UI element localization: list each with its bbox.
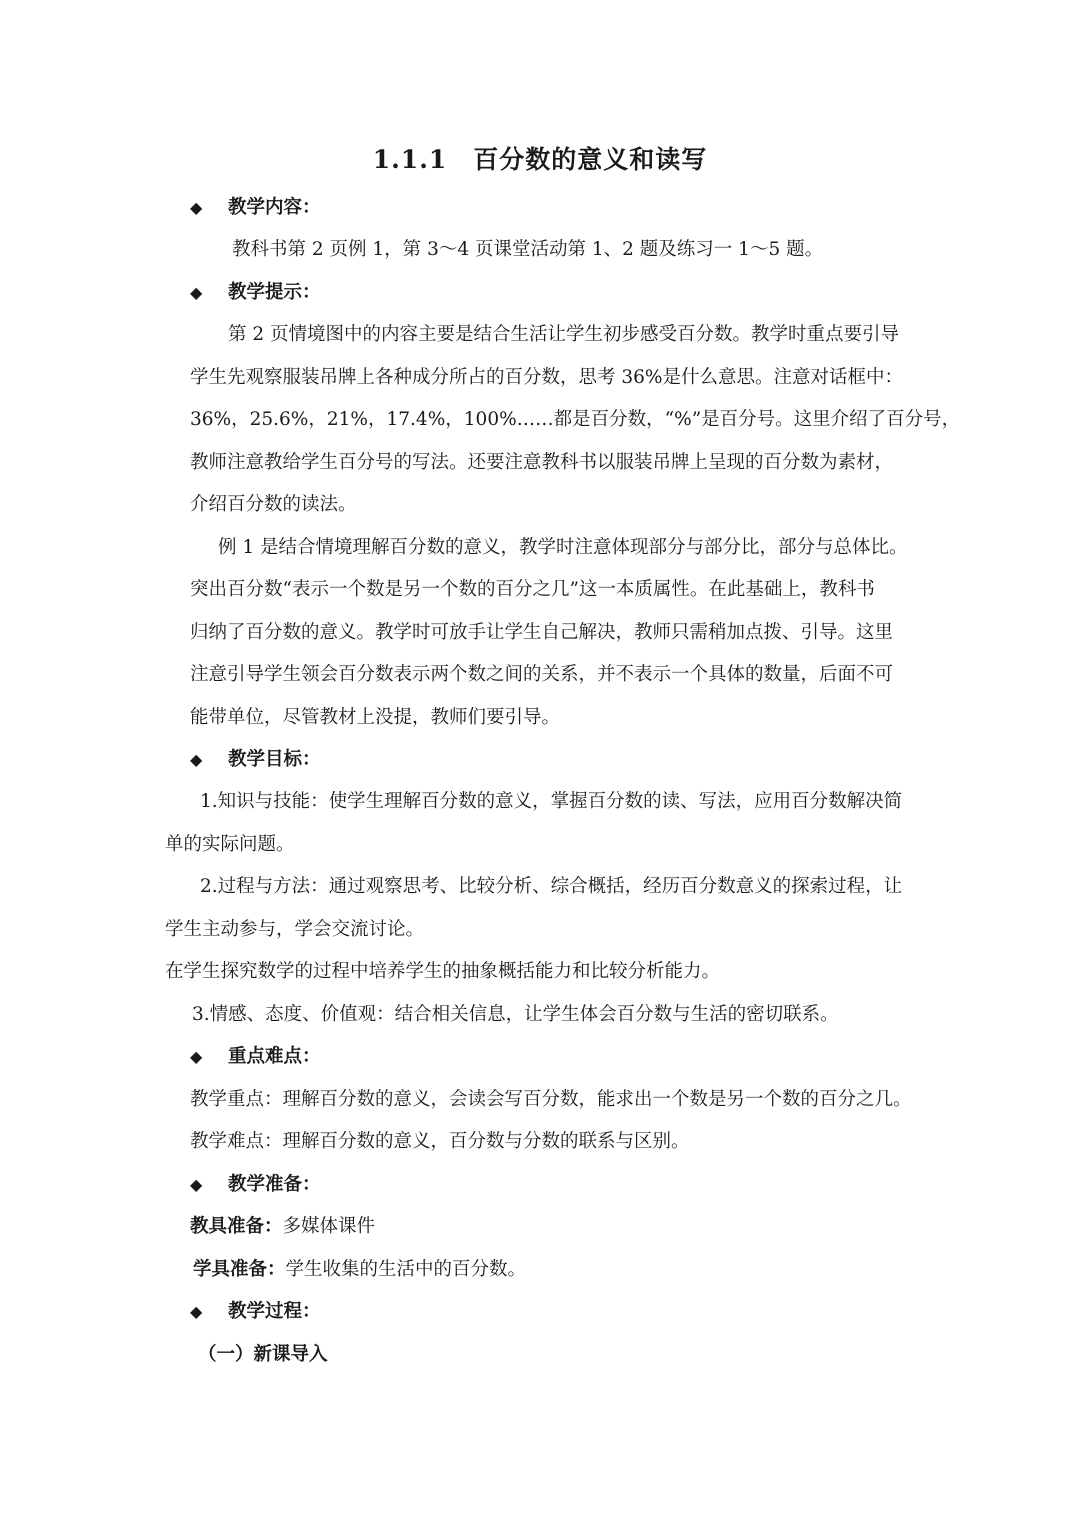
prep-teacher-text: 多媒体课件 [282,1216,376,1237]
goal-2-line: 学生主动参与，学会交流讨论。 [165,919,425,940]
page-title: 1.1.1 百分数的意义和读写 [372,145,708,174]
process-subheading: （一）新课导入 [198,1344,328,1365]
bullet-icon: ◆ [190,1175,203,1194]
hints-p2-line: 归纳了百分数的意义。教学时可放手让学生自己解决，教师只需稍加点拨、引导。这里 [190,622,894,643]
prep-teacher-label: 教具准备： [190,1216,283,1237]
hints-p1-line: 教师注意教给学生百分号的写法。还要注意教科书以服装吊牌上呈现的百分数为素材， [190,452,894,473]
hints-p2-line: 注意引导学生领会百分数表示两个数之间的关系，并不表示一个具体的数量，后面不可 [190,664,894,685]
prep-teacher [190,1215,375,1239]
hints-p1-line: 第 2 页情境图中的内容主要是结合生活让学生初步感受百分数。教学时重点要引导 [228,324,900,345]
hints-p2-line: 例 1 是结合情境理解百分数的意义，教学时注意体现部分与部分比，部分与总体比。 [218,537,908,558]
section-heading-process: 教学过程： [228,1301,321,1322]
hints-p1-line: 36%，25.6%，21%，17.4%，100%……都是百分数，“%”是百分号。这里介绍了百分号， [190,409,961,430]
hints-p2-line: 突出百分数“表示一个数是另一个数的百分之几”这一本质属性。在此基础上，教科书 [190,579,875,600]
bullet-icon: ◆ [190,750,203,769]
goal-3-text: 3.情感、态度、价值观：结合相关信息，让学生体会百分数与生活的密切联系。 [192,1004,839,1025]
goal-2-line: 2.过程与方法：通过观察思考、比较分析、综合概括，经历百分数意义的探索过程，让 [200,876,903,897]
content-text: 教科书第 2 页例 1，第 3～4 页课堂活动第 1、2 题及练习一 1～5 题。 [232,239,824,260]
prep-student-text: 学生收集的生活中的百分数。 [285,1259,527,1280]
bullet-icon: ◆ [190,1047,203,1066]
section-heading-prep: 教学准备： [228,1174,321,1195]
bullet-icon: ◆ [190,283,203,302]
section-heading-goals: 教学目标： [228,749,321,770]
hints-p1-line: 介绍百分数的读法。 [190,494,357,515]
section-heading-keypoints: 重点难点： [228,1046,321,1067]
section-heading-hints: 教学提示： [228,282,321,303]
prep-student [193,1258,526,1282]
prep-student-label: 学具准备： [193,1259,286,1280]
hints-p2-line: 能带单位，尽管教材上没提，教师们要引导。 [190,707,561,728]
goal-1-line: 单的实际问题。 [165,834,295,855]
goal-1-line: 1.知识与技能：使学生理解百分数的意义，掌握百分数的读、写法，应用百分数解决简 [200,791,903,812]
keypoint-difficulty: 教学难点：理解百分数的意义，百分数与分数的联系与区别。 [190,1131,690,1152]
section-heading-content: 教学内容： [228,197,321,218]
hints-p1-line: 学生先观察服装吊牌上各种成分所占的百分数，思考 36%是什么意思。注意对话框中： [190,367,904,388]
keypoint-focus: 教学重点：理解百分数的意义，会读会写百分数，能求出一个数是另一个数的百分之几。 [190,1089,912,1110]
bullet-icon: ◆ [190,1302,203,1321]
goal-2b-text: 在学生探究数学的过程中培养学生的抽象概括能力和比较分析能力。 [165,961,721,982]
bullet-icon: ◆ [190,198,203,217]
